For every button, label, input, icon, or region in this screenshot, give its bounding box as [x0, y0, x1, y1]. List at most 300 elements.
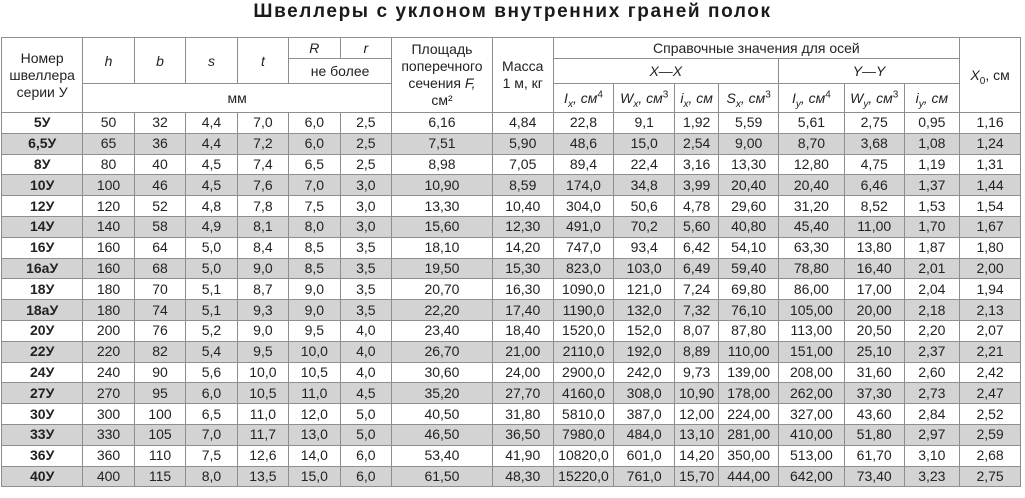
cell-R: 13,0	[289, 424, 340, 445]
header-ref-values: Справочные значения для осей	[553, 38, 960, 59]
cell-r: 5,0	[340, 404, 391, 425]
cell-s: 6,0	[186, 383, 237, 404]
cell-h: 120	[83, 196, 134, 217]
cell-h: 200	[83, 320, 134, 341]
page-title: Швеллеры с уклоном внутренних граней полок	[253, 1, 772, 22]
cell-R: 7,5	[289, 196, 340, 217]
cell-Wx: 93,4	[614, 237, 675, 258]
Ix-sub: x	[567, 98, 573, 110]
ix-sub: x	[683, 98, 689, 110]
cell-Sx: 40,80	[719, 216, 779, 237]
cell-R: 8,0	[289, 216, 340, 237]
cell-mass: 8,59	[492, 175, 553, 196]
cell-area: 15,60	[392, 216, 493, 237]
Wy-sup: 3	[892, 89, 899, 101]
cell-r: 3,5	[340, 279, 391, 300]
cell-R: 10,0	[289, 341, 340, 362]
header-mm: мм	[83, 84, 392, 113]
cell-Iy: 410,00	[778, 424, 844, 445]
cell-r: 3,0	[340, 175, 391, 196]
cell-t: 8,1	[237, 216, 288, 237]
cell-r: 3,0	[340, 196, 391, 217]
cell-s: 8,0	[186, 466, 237, 487]
table-body	[2, 113, 1021, 487]
cell-X0: 2,21	[960, 341, 1021, 362]
cell-ix: 15,70	[675, 466, 719, 487]
cell-ix: 14,20	[675, 445, 719, 466]
cell-t: 13,5	[237, 466, 288, 487]
cell-number: 5У	[2, 113, 83, 134]
header-r: r	[340, 38, 391, 59]
table-row	[2, 320, 1021, 341]
cell-h: 400	[83, 466, 134, 487]
cell-Sx: 29,60	[719, 196, 779, 217]
cell-s: 5,6	[186, 362, 237, 383]
table-row	[2, 383, 1021, 404]
cell-iy: 1,37	[904, 175, 960, 196]
Ix-sup: 4	[597, 89, 603, 101]
cell-mass: 21,00	[492, 341, 553, 362]
cell-number: 20У	[2, 320, 83, 341]
X0-sym: X	[970, 67, 980, 83]
Sx-sup: 3	[765, 89, 771, 101]
cell-ix: 10,90	[675, 383, 719, 404]
header-number	[2, 38, 83, 113]
cell-Wy: 6,46	[844, 175, 904, 196]
cell-ix: 7,24	[675, 279, 719, 300]
cell-area: 13,30	[392, 196, 493, 217]
cell-r: 2,5	[340, 113, 391, 134]
header-t: t	[237, 38, 288, 84]
cell-b: 105	[134, 424, 185, 445]
cell-Iy: 105,00	[778, 300, 844, 321]
cell-R: 12,0	[289, 404, 340, 425]
cell-Sx: 5,59	[719, 113, 779, 134]
cell-number: 18аУ	[2, 300, 83, 321]
cell-b: 74	[134, 300, 185, 321]
cell-X0: 1,31	[960, 154, 1021, 175]
cell-iy: 2,97	[904, 424, 960, 445]
cell-X0: 2,13	[960, 300, 1021, 321]
cell-s: 5,1	[186, 300, 237, 321]
cell-area: 61,50	[392, 466, 493, 487]
cell-r: 3,5	[340, 300, 391, 321]
cell-mass: 31,80	[492, 404, 553, 425]
header-number-line1: Номер	[20, 49, 64, 66]
cell-Iy: 5,61	[778, 113, 844, 134]
cell-Sx: 350,00	[719, 445, 779, 466]
cell-area: 8,98	[392, 154, 493, 175]
cell-Sx: 444,00	[719, 466, 779, 487]
cell-iy: 1,19	[904, 154, 960, 175]
X0-unit: , см	[985, 67, 1010, 83]
header-number-line3: серии У	[16, 83, 68, 100]
Wx-unit: , см	[638, 90, 663, 106]
cell-Wx: 15,0	[614, 133, 675, 154]
cell-Sx: 20,40	[719, 175, 779, 196]
cell-X0: 2,75	[960, 466, 1021, 487]
cell-r: 6,0	[340, 466, 391, 487]
cell-Wy: 51,80	[844, 424, 904, 445]
cell-number: 16аУ	[2, 258, 83, 279]
Wy-sub: y	[863, 98, 869, 110]
cell-area: 7,51	[392, 133, 493, 154]
cell-h: 65	[83, 133, 134, 154]
cell-Sx: 224,00	[719, 404, 779, 425]
cell-iy: 3,23	[904, 466, 960, 487]
cell-Wx: 34,8	[614, 175, 675, 196]
cell-R: 9,5	[289, 320, 340, 341]
cell-Iy: 113,00	[778, 320, 844, 341]
cell-number: 6,5У	[2, 133, 83, 154]
cell-Iy: 8,70	[778, 133, 844, 154]
cell-Sx: 139,00	[719, 362, 779, 383]
iy-sub: y	[918, 98, 924, 110]
cell-X0: 2,42	[960, 362, 1021, 383]
cell-iy: 2,73	[904, 383, 960, 404]
cell-t: 7,2	[237, 133, 288, 154]
cell-ix: 6,49	[675, 258, 719, 279]
cell-mass: 24,00	[492, 362, 553, 383]
header-area-line1: Площадь	[411, 41, 473, 57]
header-Ix	[553, 84, 614, 113]
cell-number: 10У	[2, 175, 83, 196]
cell-area: 26,70	[392, 341, 493, 362]
cell-s: 7,5	[186, 445, 237, 466]
cell-Wx: 308,0	[614, 383, 675, 404]
cell-Ix: 1520,0	[553, 320, 614, 341]
header-s: s	[186, 38, 237, 84]
cell-r: 3,0	[340, 216, 391, 237]
cell-ix: 6,42	[675, 237, 719, 258]
cell-Iy: 513,00	[778, 445, 844, 466]
cell-iy: 2,60	[904, 362, 960, 383]
cell-ix: 8,07	[675, 320, 719, 341]
cell-number: 8У	[2, 154, 83, 175]
cell-Sx: 110,00	[719, 341, 779, 362]
cell-X0: 1,16	[960, 113, 1021, 134]
cell-Sx: 59,40	[719, 258, 779, 279]
cell-s: 4,5	[186, 175, 237, 196]
cell-h: 240	[83, 362, 134, 383]
cell-area: 53,40	[392, 445, 493, 466]
cell-R: 8,5	[289, 258, 340, 279]
header-Iy	[778, 84, 844, 113]
cell-s: 4,9	[186, 216, 237, 237]
cell-mass: 15,30	[492, 258, 553, 279]
cell-Wy: 4,75	[844, 154, 904, 175]
Sx-sym: S	[726, 90, 736, 106]
cell-h: 180	[83, 300, 134, 321]
cell-number: 16У	[2, 237, 83, 258]
table-row	[2, 300, 1021, 321]
cell-area: 40,50	[392, 404, 493, 425]
cell-mass: 16,30	[492, 279, 553, 300]
cell-h: 140	[83, 216, 134, 237]
cell-Ix: 823,0	[553, 258, 614, 279]
cell-area: 10,90	[392, 175, 493, 196]
cell-s: 4,5	[186, 154, 237, 175]
cell-h: 300	[83, 404, 134, 425]
cell-mass: 18,40	[492, 320, 553, 341]
cell-Wy: 31,60	[844, 362, 904, 383]
cell-r: 2,5	[340, 133, 391, 154]
table-row	[2, 424, 1021, 445]
cell-Wx: 22,4	[614, 154, 675, 175]
header-area	[392, 38, 493, 113]
cell-R: 11,0	[289, 383, 340, 404]
cell-s: 4,4	[186, 113, 237, 134]
Iy-unit: , см	[800, 90, 826, 106]
cell-number: 12У	[2, 196, 83, 217]
table-row	[2, 237, 1021, 258]
table-row	[2, 445, 1021, 466]
cell-ix: 4,78	[675, 196, 719, 217]
Ix-unit: , см	[572, 90, 598, 106]
cell-mass: 12,30	[492, 216, 553, 237]
Iy-sup: 4	[825, 89, 831, 101]
cell-Wy: 61,70	[844, 445, 904, 466]
cell-t: 7,6	[237, 175, 288, 196]
cell-b: 82	[134, 341, 185, 362]
cell-Iy: 151,00	[778, 341, 844, 362]
cell-Wx: 192,0	[614, 341, 675, 362]
cell-Ix: 747,0	[553, 237, 614, 258]
cell-Iy: 262,00	[778, 383, 844, 404]
cell-Iy: 12,80	[778, 154, 844, 175]
cell-R: 10,5	[289, 362, 340, 383]
cell-b: 32	[134, 113, 185, 134]
cell-Iy: 63,30	[778, 237, 844, 258]
cell-number: 27У	[2, 383, 83, 404]
cell-area: 23,40	[392, 320, 493, 341]
table-row	[2, 133, 1021, 154]
cell-b: 95	[134, 383, 185, 404]
cell-r: 4,5	[340, 383, 391, 404]
cell-s: 6,5	[186, 404, 237, 425]
cell-number: 22У	[2, 341, 83, 362]
cell-Sx: 281,00	[719, 424, 779, 445]
cell-s: 4,8	[186, 196, 237, 217]
cell-area: 35,20	[392, 383, 493, 404]
cell-iy: 1,53	[904, 196, 960, 217]
cell-t: 10,5	[237, 383, 288, 404]
cell-Wx: 152,0	[614, 320, 675, 341]
header-X0	[960, 38, 1021, 113]
cell-s: 4,4	[186, 133, 237, 154]
cell-r: 2,5	[340, 154, 391, 175]
cell-t: 7,0	[237, 113, 288, 134]
cell-iy: 2,20	[904, 320, 960, 341]
cell-Sx: 76,10	[719, 300, 779, 321]
cell-t: 9,0	[237, 258, 288, 279]
cell-h: 220	[83, 341, 134, 362]
cell-t: 9,5	[237, 341, 288, 362]
cell-s: 5,4	[186, 341, 237, 362]
cell-number: 18У	[2, 279, 83, 300]
cell-Wy: 11,00	[844, 216, 904, 237]
cell-t: 7,4	[237, 154, 288, 175]
cell-ix: 5,60	[675, 216, 719, 237]
cell-Wx: 70,2	[614, 216, 675, 237]
header-not-more: не более	[289, 59, 392, 84]
cell-t: 7,8	[237, 196, 288, 217]
cell-Sx: 178,00	[719, 383, 779, 404]
cell-ix: 12,00	[675, 404, 719, 425]
header-area-line3	[392, 75, 492, 92]
cell-mass: 4,84	[492, 113, 553, 134]
cell-number: 24У	[2, 362, 83, 383]
cell-r: 4,0	[340, 341, 391, 362]
cell-Ix: 174,0	[553, 175, 614, 196]
cell-Sx: 87,80	[719, 320, 779, 341]
cell-R: 14,0	[289, 445, 340, 466]
cell-b: 90	[134, 362, 185, 383]
cell-iy: 2,18	[904, 300, 960, 321]
cell-b: 52	[134, 196, 185, 217]
table-row	[2, 175, 1021, 196]
cell-ix: 7,32	[675, 300, 719, 321]
cell-t: 11,7	[237, 424, 288, 445]
cell-Iy: 208,00	[778, 362, 844, 383]
cell-X0: 1,44	[960, 175, 1021, 196]
table-row	[2, 196, 1021, 217]
cell-Wy: 16,40	[844, 258, 904, 279]
cell-Wx: 484,0	[614, 424, 675, 445]
cell-t: 12,6	[237, 445, 288, 466]
cell-X0: 1,80	[960, 237, 1021, 258]
cell-h: 160	[83, 237, 134, 258]
cell-Ix: 4160,0	[553, 383, 614, 404]
cell-Ix: 5810,0	[553, 404, 614, 425]
header-number-line2: швеллера	[9, 66, 75, 83]
iy-sym: i	[915, 90, 919, 106]
cell-R: 9,0	[289, 279, 340, 300]
header-b: b	[134, 38, 185, 84]
cell-h: 100	[83, 175, 134, 196]
cell-Wy: 73,40	[844, 466, 904, 487]
header-ix	[675, 84, 719, 113]
cell-R: 6,5	[289, 154, 340, 175]
Wx-sym: W	[620, 90, 634, 106]
table-row	[2, 341, 1021, 362]
Sx-sub: x	[735, 98, 741, 110]
cell-R: 6,0	[289, 113, 340, 134]
cell-area: 46,50	[392, 424, 493, 445]
cell-iy: 2,84	[904, 404, 960, 425]
cell-b: 58	[134, 216, 185, 237]
cell-b: 115	[134, 466, 185, 487]
cell-iy: 1,08	[904, 133, 960, 154]
cell-area: 22,20	[392, 300, 493, 321]
cell-iy: 1,87	[904, 237, 960, 258]
header-Wx	[614, 84, 675, 113]
cell-s: 5,0	[186, 258, 237, 279]
cell-ix: 3,16	[675, 154, 719, 175]
header-area-unit: см²	[431, 92, 453, 108]
cell-b: 110	[134, 445, 185, 466]
cell-b: 40	[134, 154, 185, 175]
cell-area: 18,10	[392, 237, 493, 258]
cell-Iy: 31,20	[778, 196, 844, 217]
cell-Wx: 50,6	[614, 196, 675, 217]
cell-Ix: 22,8	[553, 113, 614, 134]
Wx-sup: 3	[662, 89, 669, 101]
header-Wy	[844, 84, 904, 113]
cell-mass: 10,40	[492, 196, 553, 217]
cell-X0: 1,94	[960, 279, 1021, 300]
Sx-unit: , см	[740, 90, 766, 106]
Wy-unit: , см	[868, 90, 893, 106]
table-row	[2, 279, 1021, 300]
cell-mass: 7,05	[492, 154, 553, 175]
Ix-sym: I	[564, 90, 568, 106]
header-area-F: F,	[464, 75, 476, 91]
cell-Wy: 20,50	[844, 320, 904, 341]
cell-h: 330	[83, 424, 134, 445]
cell-Wy: 37,30	[844, 383, 904, 404]
table-row	[2, 113, 1021, 134]
cell-Wx: 242,0	[614, 362, 675, 383]
cell-h: 270	[83, 383, 134, 404]
cell-X0: 2,07	[960, 320, 1021, 341]
cell-area: 30,60	[392, 362, 493, 383]
cell-Iy: 327,00	[778, 404, 844, 425]
cell-X0: 1,24	[960, 133, 1021, 154]
cell-iy: 1,70	[904, 216, 960, 237]
header-R: R	[289, 38, 340, 59]
cell-X0: 2,52	[960, 404, 1021, 425]
cell-r: 3,5	[340, 258, 391, 279]
cell-r: 5,0	[340, 424, 391, 445]
cell-mass: 5,90	[492, 133, 553, 154]
cell-Ix: 10820,0	[553, 445, 614, 466]
cell-Ix: 2900,0	[553, 362, 614, 383]
cell-iy: 2,04	[904, 279, 960, 300]
ix-unit: , см	[688, 90, 713, 106]
cell-Wy: 43,60	[844, 404, 904, 425]
cell-Wx: 387,0	[614, 404, 675, 425]
cell-X0: 2,47	[960, 383, 1021, 404]
cell-Sx: 54,10	[719, 237, 779, 258]
cell-r: 4,0	[340, 362, 391, 383]
cell-area: 6,16	[392, 113, 493, 134]
cell-Ix: 304,0	[553, 196, 614, 217]
cell-b: 36	[134, 133, 185, 154]
cell-t: 11,0	[237, 404, 288, 425]
cell-R: 7,0	[289, 175, 340, 196]
cell-iy: 3,10	[904, 445, 960, 466]
cell-Ix: 48,6	[553, 133, 614, 154]
cell-t: 9,3	[237, 300, 288, 321]
cell-Ix: 89,4	[553, 154, 614, 175]
cell-s: 7,0	[186, 424, 237, 445]
cell-b: 46	[134, 175, 185, 196]
cell-Wx: 9,1	[614, 113, 675, 134]
header-axis-yy: Y—Y	[778, 59, 959, 84]
cell-s: 5,2	[186, 320, 237, 341]
cell-R: 6,0	[289, 133, 340, 154]
cell-R: 9,0	[289, 300, 340, 321]
cell-iy: 2,37	[904, 341, 960, 362]
cell-t: 9,0	[237, 320, 288, 341]
cell-b: 70	[134, 279, 185, 300]
cell-number: 30У	[2, 404, 83, 425]
cell-h: 50	[83, 113, 134, 134]
cell-area: 20,70	[392, 279, 493, 300]
cell-Wy: 25,10	[844, 341, 904, 362]
cell-Wy: 17,00	[844, 279, 904, 300]
